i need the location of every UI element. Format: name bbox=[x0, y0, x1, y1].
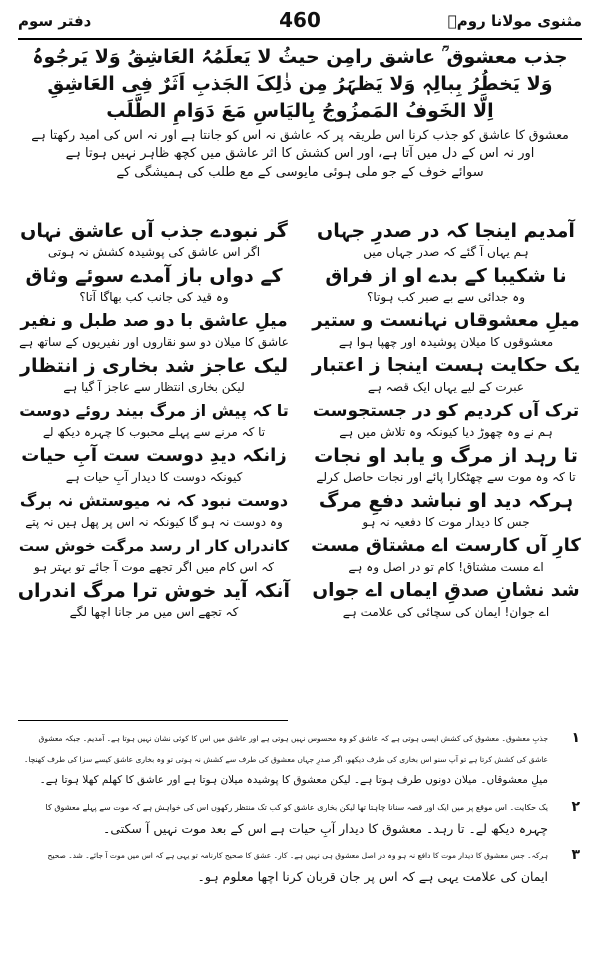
verse-text: آنکہ آید خوش ترا مرگ اندراں bbox=[17, 580, 290, 602]
footnote-number: ۳ bbox=[571, 847, 580, 863]
verse bbox=[310, 398, 582, 440]
verse-text: ہرکہ دید او نباشد دفعِ مرگ bbox=[318, 490, 574, 512]
footnote-line: ہرکہ۔ جس معشوق کا دیدار موت کا دافع نہ ہو وہ در اصل معشوق ہی نہیں ہے۔ کار۔ عشق کا صحیح کارنامہ تو یہی ہے کہ اس میں موت آ جائے۔ شد۔ صحیح bbox=[47, 851, 548, 860]
footnote-line: یک حکایت۔ اس موقع پر میں ایک اور قصہ سنانا چاہتا تھا لیکن بخاری عاشق کو کب تک منتظر رکھوں اس کی خواہش ہے کہ موت سے پہلے معشوق کا bbox=[45, 803, 548, 812]
verse-translation: وہ دوست نہ ہو گا کیونکہ نہ اس پر پھل ہیں نہ پتے bbox=[25, 515, 283, 529]
left-verse-column bbox=[18, 218, 290, 623]
verse-text: ترک آں کردیم کو در جستجوست bbox=[312, 401, 580, 421]
verse bbox=[310, 443, 582, 485]
footnote bbox=[18, 845, 582, 887]
verse-translation: معشوقوں کا میلان پوشیدہ اور چھپا ہوا ہے bbox=[338, 335, 554, 349]
header-rule bbox=[18, 38, 582, 40]
verse-text: گر نبودے جذب آں عاشق نہاں bbox=[20, 220, 288, 242]
book-title: مثنوی مولانا رومؒ bbox=[447, 12, 582, 30]
verse bbox=[310, 488, 582, 530]
verse bbox=[18, 218, 290, 260]
page-header bbox=[18, 8, 582, 38]
verse-text: لیک عاجز شد بخاری ز انتظار bbox=[20, 355, 288, 377]
footnote-line: چہرہ دیکھ لے۔ تا رہد۔ معشوق کا دیدار آبِ حیات ہے اس کے بعد موت نہیں آ سکتی۔ bbox=[103, 821, 548, 836]
verse bbox=[310, 218, 582, 260]
verse-text: شد نشانِ صدقِ ایماں اے جواں bbox=[312, 580, 580, 601]
verse-text: یک حکایت ہست اینجا ز اعتبار bbox=[311, 355, 581, 376]
verse-text: آمدیم اینجا کہ در صدرِ جہاں bbox=[317, 220, 575, 242]
heading-translation-line: سوائے خوف کے جو ملی ہوئی مایوسی کے مع طلب کی ہمیشگی کے bbox=[116, 165, 484, 180]
verse bbox=[18, 578, 290, 620]
verse bbox=[310, 353, 582, 395]
verse bbox=[18, 263, 290, 305]
verse-translation: کہ اس کام میں اگر تجھے موت آ جائے تو بہتر ہو bbox=[33, 560, 275, 574]
verse-translation: وہ قید کی جانب کب بھاگا آتا؟ bbox=[79, 290, 229, 304]
footnotes bbox=[18, 728, 582, 893]
verse-text: میلِ معشوقاں نہانست و ستیر bbox=[312, 310, 580, 331]
verse-translation: ہم یہاں آ گئے کہ صدر جہاں میں bbox=[363, 245, 529, 259]
verse-text: نا شکیبا کے بدے او از فراق bbox=[325, 265, 567, 287]
verse-text: کارِ آں کارست اے مشتاق مست bbox=[311, 535, 581, 556]
verse bbox=[310, 263, 582, 305]
heading-translation-line: اور نہ اس کے دل میں آتا ہے، اور اس کشش کا اثر عاشق میں کچھ ظاہر نہیں ہوتا ہے bbox=[65, 146, 535, 161]
verse-text: تا کہ پیش از مرگ بیند روئے دوست bbox=[19, 401, 289, 420]
verse-text: تا رہد از مرگ و یابد او نجات bbox=[314, 445, 578, 467]
verse-translation: اگر اس عاشق کی پوشیدہ کشش نہ ہوتی bbox=[47, 245, 261, 259]
footnote-number: ۲ bbox=[571, 799, 580, 815]
footnote-number: ۱ bbox=[571, 730, 580, 746]
verse-translation: وہ جدائی سے بے صبر کب ہوتا؟ bbox=[366, 290, 526, 304]
heading-translation-line: معشوق کا عاشق کو جذب کرنا اس طریقہ پر کہ عاشق نہ اس کو جانتا ہے اور نہ اس کی امید رکھتا ہے bbox=[31, 127, 569, 142]
footnote-line: میلِ معشوقاں۔ میلان دونوں طرف ہوتا ہے۔ لیکن معشوق کا پوشیدہ میلان ہوتا ہے اور عاشق کا کھلم کھلا ہوتا ہے۔ bbox=[39, 774, 548, 786]
verse-translation: اے جوان! ایمان کی سچائی کی علامت ہے bbox=[342, 605, 550, 619]
section-heading bbox=[22, 44, 578, 182]
verse bbox=[18, 353, 290, 395]
verse-translation: عاشق کا میلان دو سو نقاروں اور نفیریوں کے ساتھ ہے bbox=[19, 335, 289, 349]
verse-translation: اے مست مشتاق! کام تو در اصل وہ ہے bbox=[348, 560, 544, 574]
footnote-line: جذبِ معشوق۔ معشوق کی کشش ایسی ہوتی ہے کہ عاشق کو وہ محسوس نہیں ہوتی ہے اور عاشق میں اس کا کوئی نشان نہیں ہوتا ہے۔ آمدیم۔ جبکہ معشوق bbox=[38, 734, 548, 743]
verse-translation: لیکن بخاری انتظار سے عاجز آ گیا ہے bbox=[63, 380, 245, 394]
verse-text: کاندراں کار ار رسد مرگت خوش ست bbox=[18, 537, 290, 555]
verse-translation: عبرت کے لیے یہاں ایک قصہ ہے bbox=[367, 380, 525, 394]
volume-title: دفتر سوم bbox=[18, 12, 92, 30]
verse bbox=[310, 533, 582, 575]
footnote-line: عاشق کی کشش کرتا ہے تو آپ سنو اس بخاری کی طرف دیکھو، اگر صدرِ جہاں معشوق کی طرف سے کشش نہ ہوتی تو وہ بخاری عاشق کیسے سزا کی طرف کھنچا۔ bbox=[23, 755, 548, 764]
verse bbox=[310, 578, 582, 620]
verse-text: دوست نبود کہ نہ میوستش نہ برگ bbox=[19, 491, 289, 510]
footnote bbox=[18, 728, 582, 791]
verse bbox=[18, 308, 290, 350]
footnote-line: ایمان کی علامت یہی ہے کہ اس پر جان قربان کرنا اچھا معلوم ہو۔ bbox=[197, 869, 548, 884]
heading-arabic-line: اِلَّا الخَوفُ المَمزُوجُ بِالیَاسِ مَعَ دَوَامِ الطَّلَب bbox=[106, 100, 494, 122]
verse-text: زانکہ دیدِ دوست ست آبِ حیات bbox=[21, 445, 287, 466]
verse-translation: تا کہ وہ موت سے چھٹکارا پائے اور نجات حاصل کرلے bbox=[316, 470, 576, 484]
heading-arabic-line: جذب معشوق ؒ عاشق رامِن حیثُ لا یَعلَمُہُ العَاشِقُ وَلا یَرجُوہُ bbox=[32, 46, 568, 68]
verse bbox=[18, 443, 290, 485]
heading-arabic-line: وَلا یَخطُرُ بِبالِہٖ وَلا یَظہَرُ مِن ذٰلِکَ الجَذبِ اَثَرٌ فِی العَاشِقِ bbox=[47, 73, 553, 95]
verse bbox=[18, 533, 290, 575]
verse bbox=[18, 488, 290, 530]
verse-translation: ہم نے وہ چھوڑ دیا کیونکہ وہ تلاش میں ہے bbox=[339, 425, 553, 439]
verse-text: کے دواں باز آمدے سوئے وثاق bbox=[25, 265, 283, 287]
verse bbox=[18, 398, 290, 440]
verse-translation: کہ تجھے اس میں مر جانا اچھا لگے bbox=[69, 605, 239, 619]
verse-columns bbox=[18, 218, 582, 698]
verse-text: میلِ عاشق با دو صد طبل و نفیر bbox=[20, 311, 288, 331]
right-verse-column bbox=[310, 218, 582, 623]
verse bbox=[310, 308, 582, 350]
footnote bbox=[18, 797, 582, 839]
footnote-separator bbox=[18, 720, 288, 721]
verse-translation: تا کہ مرنے سے پہلے محبوب کا چہرہ دیکھ لے bbox=[42, 425, 266, 439]
page-number: 460 bbox=[279, 8, 321, 32]
verse-translation: کیونکہ دوست کا دیدار آبِ حیات ہے bbox=[65, 470, 243, 484]
verse-translation: جس کا دیدار موت کا دفعیہ نہ ہو bbox=[362, 515, 530, 529]
